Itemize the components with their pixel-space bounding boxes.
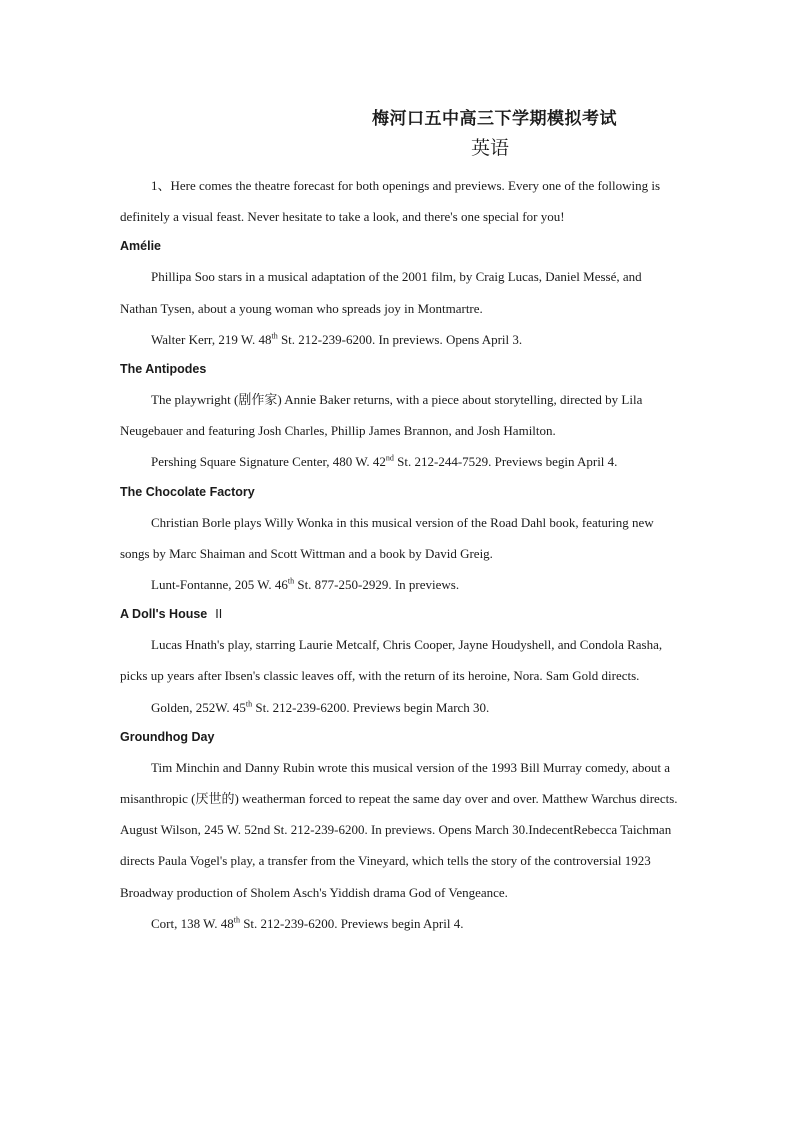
show-description: Christian Borle plays Willy Wonka in this musical version of the Road Dahl book, featuring new songs by Marc Shaiman and Scott Wittman and a book by David Greig. [120,514,654,561]
exam-title: 梅河口五中高三下学期模拟考试 [372,109,617,128]
intro-paragraph: 1、Here comes the theatre forecast for both openings and previews. Every one of the following is definitely a visual feast. Never hesitate to take a look, and there's one special for you! [120,178,661,225]
show-title: The Chocolate Factory [120,484,255,499]
show-title: Groundhog Day [120,729,215,744]
show-description: Phillipa Soo stars in a musical adaptation of the 2001 film, by Craig Lucas, Daniel Messé, and Nathan Tysen, about a young woman who spreads joy in Montmartre. [120,269,642,316]
show-title: Amélie [120,239,161,254]
show-title: The Antipodes [120,362,207,377]
show-description: Tim Minchin and Danny Rubin wrote this musical version of the 1993 Bill Murray comedy, about a misanthropic (厌世的) weatherman forced to repeat the same day over and over. Matthew Warchus directs. August Wilson, 245 W. 52nd St. 212-239-6200. In previews. Opens March 30.IndecentRebecca Taichman directs Paula Vogel's play, a transfer from the Vineyard, which tells the story of the controversial 1923 Broadway production of Sholem Asch's Yiddish drama God of Vengeance. [120,759,678,900]
show-venue: Walter Kerr, 219 W. 48th St. 212-239-6200. In previews. Opens April 3. [151,331,523,347]
reading-passage [120,170,680,939]
show-title: A Doll's House II [120,607,223,622]
show-description: The playwright (剧作家) Annie Baker returns, with a piece about storytelling, directed by Lila Neugebauer and featuring Josh Charles, Phillip James Brannon, and Josh Hamilton. [120,392,643,439]
show-venue: Golden, 252W. 45th St. 212-239-6200. Previews begin March 30. [151,699,490,715]
exam-subject: 英语 [471,138,510,159]
show-description: Lucas Hnath's play, starring Laurie Metcalf, Chris Cooper, Jayne Houdyshell, and Condola Rasha, picks up years after Ibsen's classic leaves off, with the return of its heroine, Nora. Sam Gold directs. [120,637,663,684]
roman-numeral: II [215,607,223,622]
show-venue: Pershing Square Signature Center, 480 W. 42nd St. 212-244-7529. Previews begin April 4. [151,454,618,470]
show-venue: Lunt-Fontanne, 205 W. 46th St. 877-250-2929. In previews. [151,576,460,593]
show-venue: Cort, 138 W. 48th St. 212-239-6200. Previews begin April 4. [151,915,464,931]
